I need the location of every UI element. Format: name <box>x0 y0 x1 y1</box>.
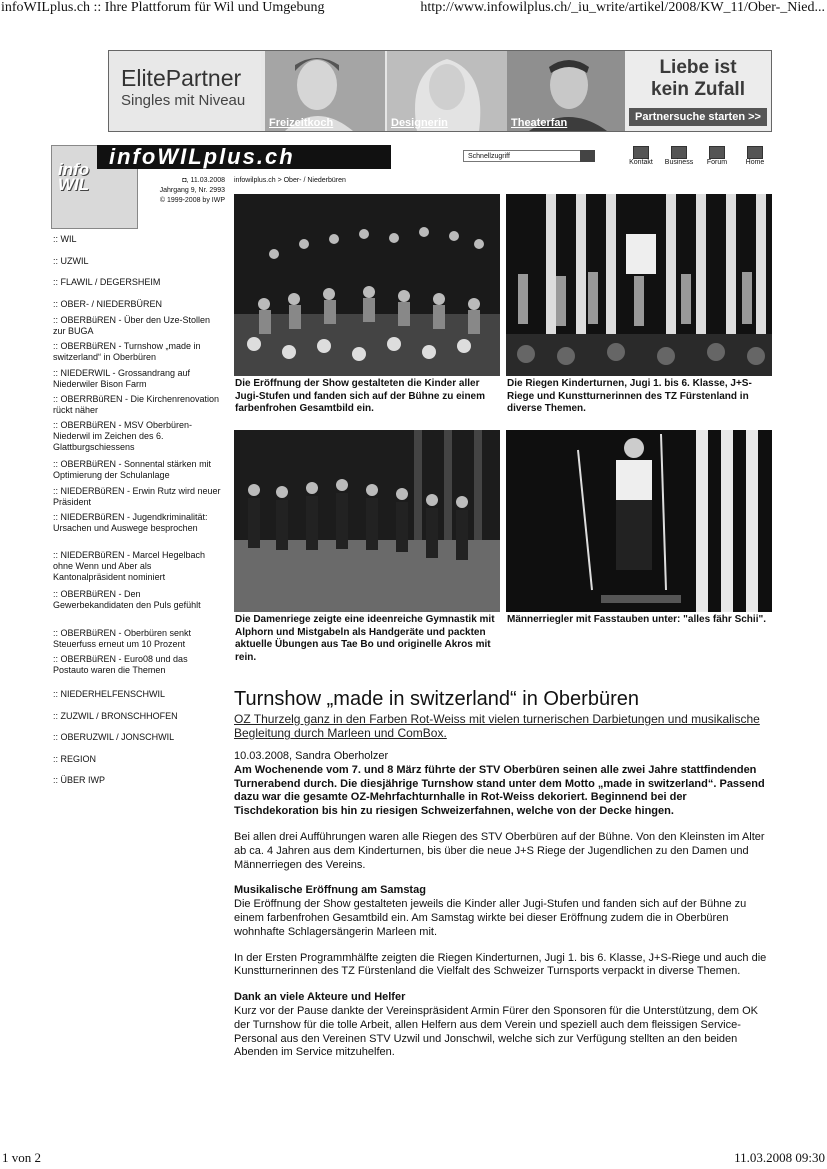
sidebar-subitem[interactable]: :: NIEDERBüREN - Marcel Hegelbach ohne Wenn und Aber als Kantonalpräsident nominiert <box>53 550 206 582</box>
sidebar-item-uzwil[interactable]: :: UZWIL <box>53 256 89 266</box>
article-paragraph: In der Ersten Programmhälfte zeigten die Riegen Kinderturnen, Jugi 1. bis 6. Klasse, J+S-Riege und auch die Kunstturnerinnen des TZ Fürstenland die Vielfalt des Schweizer Turnsports verpackt in diverse Themen. <box>234 951 767 978</box>
quick-access-select[interactable]: Schnellzugriff <box>463 150 595 162</box>
nav-home[interactable] <box>738 146 772 168</box>
sidebar-subitem[interactable]: :: NIEDERWIL - Grossandrang auf Niederwiler Bison Farm <box>53 368 191 389</box>
article-subheading: Dank an viele Akteure und Helfer <box>234 991 406 1004</box>
partnersuche-button[interactable]: Partnersuche starten >> <box>629 108 767 126</box>
stage-women-gymnastics-image <box>234 430 500 612</box>
nav-label: Forum <box>706 159 728 166</box>
article-paragraph: Die Eröffnung der Show gestalteten jeweils die Kinder aller Jugi-Stufen und fanden sich auf der Bühne zu einem farbenfrohen Gesamtbild ein. Am Samstag wirkte bei dieser Eröffnung zudem die in Oberbüren wohnhafte Schlagersängerin Marleen mit. <box>234 898 747 938</box>
nav-business[interactable] <box>662 146 696 168</box>
photo-caption: Die Riegen Kinderturnen, Jugi 1. bis 6. Klasse, J+S-Riege und Kunstturnerinnen des TZ Fürstenland in diverse Themen. <box>507 378 752 414</box>
photo-caption: Männerriegler mit Fasstauben unter: "alles fähr Schii". <box>507 614 766 625</box>
issue-info <box>145 176 225 206</box>
banner-photo-label: Designerin <box>391 117 448 129</box>
banner-slogan-area <box>625 51 771 131</box>
sidebar-item-niederhelfenschwil[interactable]: :: NIEDERHELFENSCHWIL <box>53 689 166 699</box>
issue-number: Jahrgang 9, Nr. 2993 <box>159 187 225 194</box>
photo-damenriege <box>234 430 500 612</box>
photo-maennerriege <box>506 430 772 612</box>
sidebar-subitem[interactable]: :: OBERBüREN - MSV Oberbüren-Niederwil im Zeichen des 6. Glattburgschiessens <box>53 420 193 452</box>
stage-children-image <box>234 194 500 376</box>
top-navigation <box>624 146 774 168</box>
page-count: 1 von 2 <box>2 1150 41 1165</box>
article-intro: Am Wochenende vom 7. und 8 März führte der STV Oberbüren seinen alle zwei Jahre stattfindenden Turnerabend durch. Die diesjährige Turnshow stand unter dem Motto „made in switzerland“. Passend dazu war die gesamte OZ-Mehrfachturnhalle in Rot-Weiss dekoriert. Beginnend bei der Tischdekoration bis hin zu riesigen Schweizerfahnen, welche von der Decke hingen. <box>234 763 765 818</box>
elitepartner-banner[interactable] <box>108 50 772 132</box>
banner-slogan-line: Liebe ist <box>659 57 737 78</box>
nav-kontakt[interactable] <box>624 146 658 168</box>
banner-tagline: Singles mit Niveau <box>121 92 246 109</box>
issue-date-value: 11.03.2008 <box>190 177 225 184</box>
article-paragraph: Bei allen drei Aufführungen waren alle Riegen des STV Oberbüren auf der Bühne. Von den Kleinsten im Alter ab ca. 4 Jahren aus dem Kinderturnen, bis über die neue J+S Riege der Jugendlichen zu den Damen und Männerriegen des Vereins. <box>234 830 765 871</box>
sidebar-item-oberuzwil[interactable]: :: OBERUZWIL / JONSCHWIL <box>53 732 175 742</box>
sidebar-subitem[interactable]: :: OBERBüREN - Den Gewerbekandidaten den Puls gefühlt <box>53 589 201 610</box>
sidebar-item-flawil[interactable]: :: FLAWIL / DEGERSHEIM <box>53 277 161 287</box>
article-body <box>234 750 772 1072</box>
banner-photo-label: Theaterfan <box>511 117 568 129</box>
banner-logo <box>109 51 261 131</box>
sidebar-subitem[interactable]: :: NIEDERBüREN - Jugendkriminalität: Ursachen und Auswege besprochen <box>53 512 208 533</box>
photo-caption: Die Eröffnung der Show gestalteten die Kinder aller Jugi-Stufen und fanden sich auf der Bühne zu einem farbenfrohen Gesamtbild ein. <box>235 378 486 414</box>
photo-riegen <box>506 194 772 376</box>
nav-label: Business <box>664 159 694 166</box>
banner-photo-3[interactable] <box>507 51 627 131</box>
logo-text-line: info <box>58 160 90 179</box>
sidebar-subitem[interactable]: :: OBERBüREN - Euro08 und das Postauto waren die Themen <box>53 654 188 675</box>
sidebar-item-zuzwil[interactable]: :: ZUZWIL / BRONSCHHOFEN <box>53 711 178 721</box>
article-byline: 10.03.2008, Sandra Oberholzer <box>234 750 389 762</box>
nav-label: Kontakt <box>629 159 653 166</box>
print-timestamp: 11.03.2008 09:30 <box>734 1150 825 1165</box>
print-header-title: infoWILplus.ch :: Ihre Plattforum für Wil und Umgebung <box>1 0 325 15</box>
sidebar-item-ueber[interactable]: :: ÜBER IWP <box>53 775 106 785</box>
photo-caption: Die Damenriege zeigte eine ideenreiche Gymnastik mit Alphorn und Mistgabeln als Handgeräte und packten aktuelle Übungen aus Tae Bo und originelle Akros mit rein. <box>235 614 495 663</box>
article-paragraph: Kurz vor der Pause dankte der Vereinspräsident Armin Fürer den Sponsoren für die Unterstützung, dem OK der Turnshow für die tolle Arbeit, allen Helfern aus dem Verein und speziell auch dem fleissigen Service-Personal aus den Vereinen STV Uzwil und Jonschwil, welche sich zur Verfügung stellten an den beiden Abenden im Service mitzuhelfen. <box>234 1004 758 1059</box>
quick-access-go-button[interactable] <box>580 150 595 162</box>
banner-slogan <box>625 57 771 101</box>
home-icon <box>747 146 763 159</box>
issue-date: ◘, 11.03.2008 <box>182 177 225 184</box>
banner-photo-2[interactable] <box>387 51 507 131</box>
forum-icon <box>709 146 725 159</box>
article-lead: OZ Thurzelg ganz in den Farben Rot-Weiss mit vielen turnerischen Darbietungen und musikalische Begleitung durch Marleen und ComBox. <box>234 712 760 740</box>
sidebar-item-wil[interactable]: :: WIL <box>53 234 77 244</box>
copyright: © 1999-2008 by IWP <box>159 197 225 204</box>
stage-gymnasts-image <box>506 194 772 376</box>
sidebar-item-oberbueren[interactable]: :: OBER- / NIEDERBÜREN <box>53 299 163 309</box>
banner-photo-1[interactable] <box>265 51 385 131</box>
sidebar-subitem[interactable]: :: OBERBüREN - Über den Uze-Stollen zur BUGA <box>53 315 211 336</box>
sidebar-subitem[interactable]: :: NIEDERBüREN - Erwin Rutz wird neuer Präsident <box>53 486 221 507</box>
article-subheading: Musikalische Eröffnung am Samstag <box>234 884 426 897</box>
breadcrumb[interactable]: infowilplus.ch > Ober- / Niederbüren <box>234 177 346 184</box>
nav-forum[interactable] <box>700 146 734 168</box>
sidebar-subitem[interactable]: :: OBERBüREN - Turnshow „made in switzerland“ in Oberbüren <box>53 341 201 362</box>
sidebar-subitem[interactable]: :: OBERRBüREN - Die Kirchenrenovation rückt näher <box>53 394 220 415</box>
print-header <box>0 0 827 18</box>
banner-slogan-line: kein Zufall <box>651 79 745 100</box>
logo-text-line: WIL <box>58 175 90 194</box>
business-icon <box>671 146 687 159</box>
nav-label: Home <box>745 159 765 166</box>
sidebar-subitem[interactable]: :: OBERBüREN - Sonnental stärken mit Optimierung der Schulanlage <box>53 459 212 480</box>
print-header-url: http://www.infowilplus.ch/_iu_write/artikel/2008/KW_11/Ober-_Nied... <box>420 0 825 15</box>
photo-kinder-eroeffnung <box>234 194 500 376</box>
sidebar-item-region[interactable]: :: REGION <box>53 754 97 764</box>
site-title[interactable]: infoWILplus.ch <box>97 145 391 169</box>
stage-skier-image <box>506 430 772 612</box>
article-title: Turnshow „made in switzerland“ in Oberbüren <box>234 688 639 710</box>
banner-photo-label: Freizeitkoch <box>269 117 334 129</box>
sidebar-subitem[interactable]: :: OBERBüREN - Oberbüren senkt Steuerfuss erneut um 10 Prozent <box>53 628 192 649</box>
print-footer <box>0 1150 827 1168</box>
contact-icon <box>633 146 649 159</box>
logo-text <box>58 162 89 192</box>
banner-brand: ElitePartner <box>121 65 242 91</box>
